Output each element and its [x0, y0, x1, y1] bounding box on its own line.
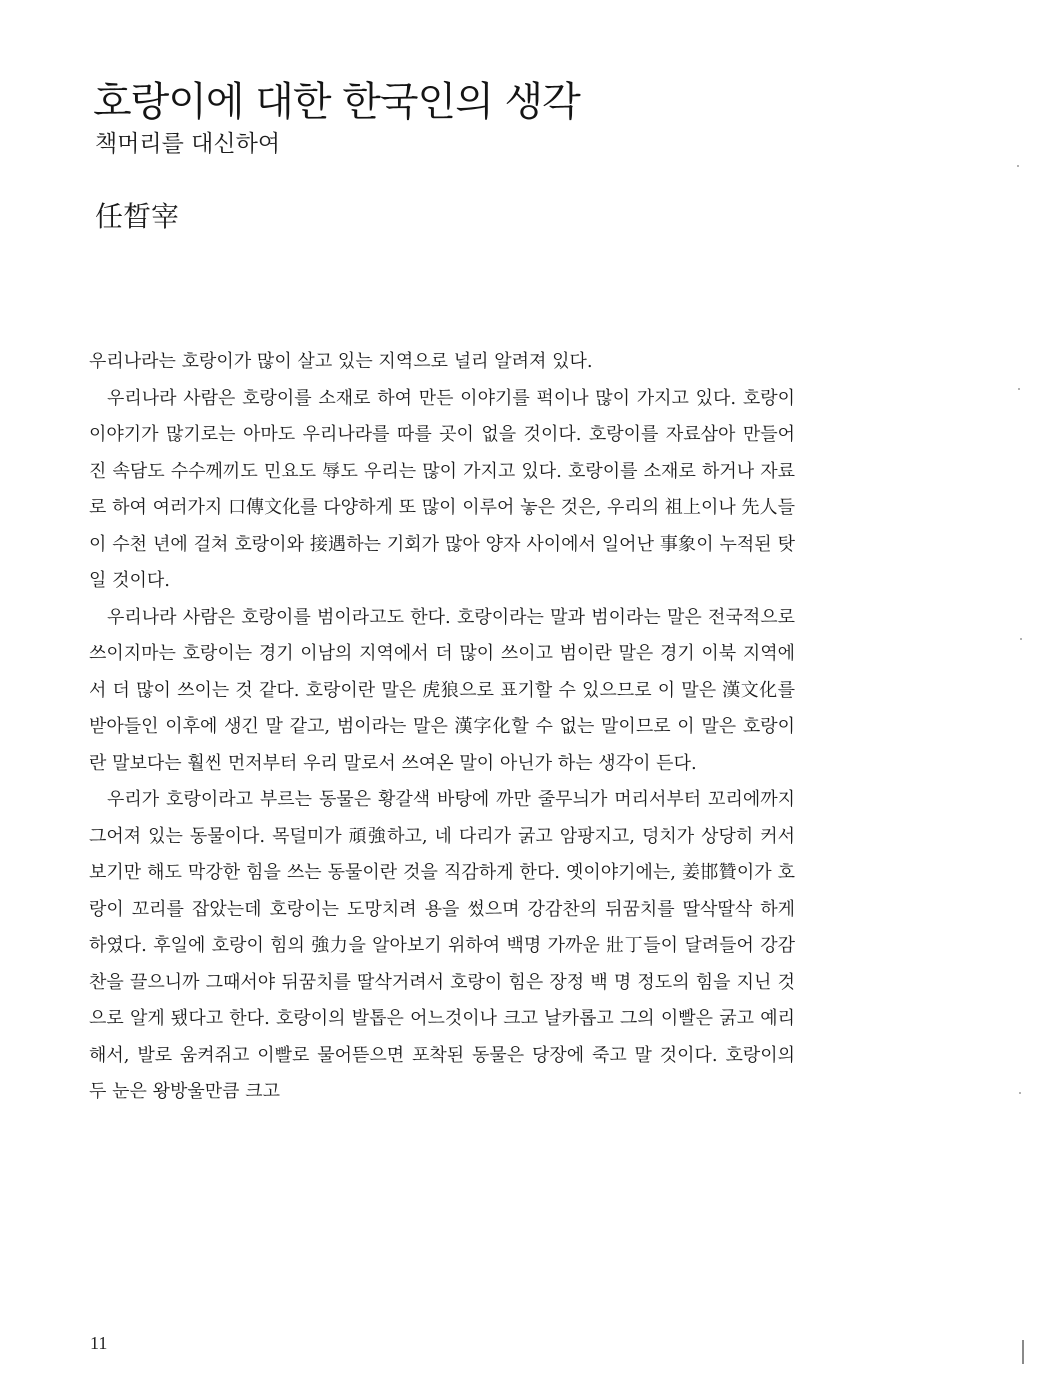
scan-speck [1020, 638, 1022, 640]
paragraph: 우리나라 사람은 호랑이를 소재로 하여 만든 이야기를 퍽이나 많이 가지고 있다. 호랑이 이야기가 많기로는 아마도 우리나라를 따를 곳이 없을 것이다. 호랑이를 자료삼아 만들어진 속담도 수수께끼도 민요도 辱도 우리는 많이 가지고 있다. 호랑이를 소재로 하거나 자료로 하여 여러가지 口傳文化를 다양하게 또 많이 이루어 놓은 것은, 우리의 祖上이나 先人들이 수천 년에 걸쳐 호랑이와 接遇하는 기회가 많아 양자 사이에서 일어난 事象이 누적된 탓일 것이다. [89, 387, 795, 591]
body-text [89, 344, 795, 1111]
page-title: 호랑이에 대한 한국인의 생각 [93, 79, 580, 125]
author-name: 任晳宰 [95, 200, 180, 233]
paragraph: 우리나라 사람은 호랑이를 범이라고도 한다. 호랑이라는 말과 범이라는 말은 전국적으로 쓰이지마는 호랑이는 경기 이남의 지역에서 더 많이 쓰이고 범이란 말은 경기 이북 지역에서 더 많이 쓰이는 것 같다. 호랑이란 말은 虎狼으로 표기할 수 있으므로 이 말은 漢文化를 받아들인 이후에 생긴 말 같고, 범이라는 말은 漢字化할 수 없는 말이므로 이 말은 호랑이란 말보다는 훨씬 먼저부터 우리 말로서 쓰여온 말이 아닌가 하는 생각이 든다. [89, 606, 795, 774]
scan-speck [1017, 165, 1019, 167]
page-subtitle: 책머리를 대신하여 [95, 131, 281, 157]
scan-speck [1018, 388, 1020, 390]
scan-speck [1019, 1092, 1021, 1094]
paragraph: 우리나라는 호랑이가 많이 살고 있는 지역으로 널리 알려져 있다. [89, 351, 593, 372]
scan-edge-mark [1022, 1340, 1024, 1364]
page-number: 11 [90, 1333, 108, 1353]
paragraph: 우리가 호랑이라고 부르는 동물은 황갈색 바탕에 까만 줄무늬가 머리서부터 꼬리에까지 그어져 있는 동물이다. 목덜미가 頑強하고, 네 다리가 굵고 암팡지고, 덩치가 상당히 커서 보기만 해도 막강한 힘을 쓰는 동물이란 것을 직감하게 한다. 옛이야기에는, 姜邯贊이가 호랑이 꼬리를 잡았는데 호랑이는 도망치려 용을 썼으며 강감찬의 뒤꿈치를 딸삭딸삭 하게 하였다. 후일에 호랑이 힘의 強力을 알아보기 위하여 백명 가까운 壯丁들이 달려들어 강감찬을 끌으니까 그때서야 뒤꿈치를 딸삭거려서 호랑이 힘은 장정 백 명 정도의 힘을 지닌 것으로 알게 됐다고 한다. 호랑이의 발톱은 어느것이나 크고 날카롭고 그의 이빨은 굵고 예리해서, 발로 움켜쥐고 이빨로 물어뜯으면 포착된 동물은 당장에 죽고 말 것이다. 호랑이의 두 눈은 왕방울만큼 크고 [89, 789, 795, 1102]
